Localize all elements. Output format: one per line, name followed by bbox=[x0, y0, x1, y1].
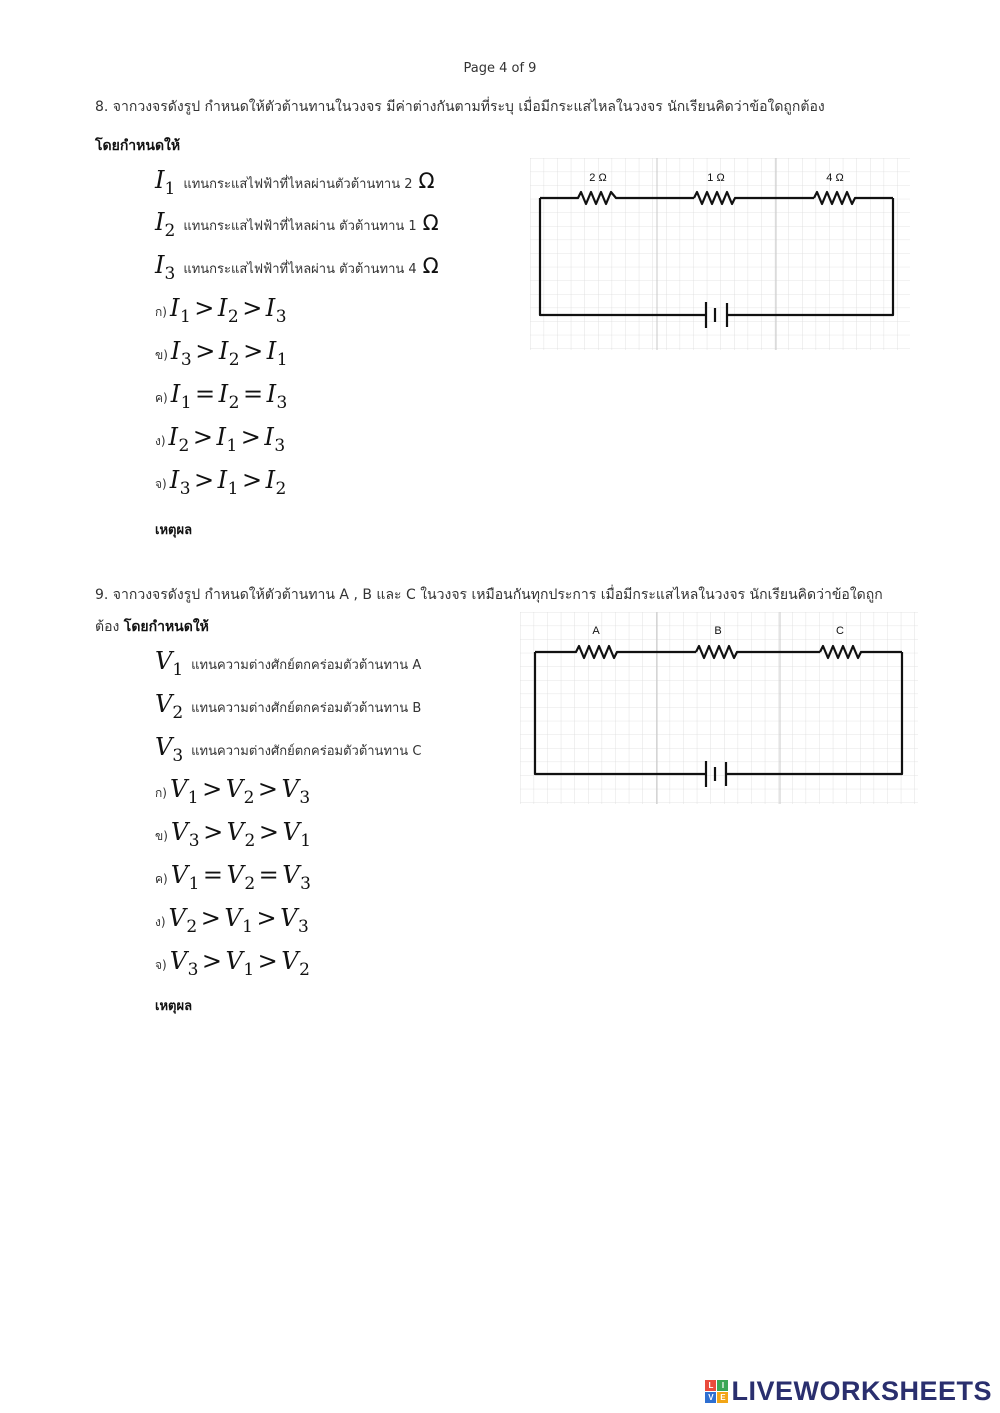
term-subscript: 2 bbox=[227, 307, 240, 327]
term-letter: V bbox=[170, 861, 189, 889]
q8-reason-label: เหตุผล bbox=[155, 523, 193, 538]
q8-symbol bbox=[155, 208, 175, 241]
q8-symbol bbox=[155, 166, 175, 199]
operator: = bbox=[195, 380, 216, 408]
q9-question-line1: 9. จากวงจรดังรูป กำหนดให้ตัวต้านทาน A , B และ C ในวงจร เหมือนกันทุกประการ เมื่อมีกระแสไหลในวงจร นักเรียนคิดว่าข้อใดถูก bbox=[95, 587, 883, 603]
option-expression bbox=[171, 818, 312, 851]
q9-symbol bbox=[155, 690, 183, 723]
operator: > bbox=[256, 904, 278, 932]
term-letter: V bbox=[225, 947, 244, 975]
q9-given-label: โดยกำหนดให้ bbox=[123, 619, 209, 635]
operator: > bbox=[242, 294, 263, 322]
term-subscript: 3 bbox=[297, 917, 310, 937]
q9-label-c: C bbox=[836, 625, 844, 637]
term-subscript: 1 bbox=[300, 831, 312, 851]
term-letter: I bbox=[169, 466, 180, 494]
q8-circuit-diagram bbox=[530, 158, 910, 350]
term-letter: V bbox=[226, 861, 245, 889]
q9-definition-text: แทนความต่างศักย์ตกคร่อมตัวต้านทาน C bbox=[191, 744, 422, 759]
option-expression bbox=[171, 861, 312, 894]
term-letter: I bbox=[217, 294, 228, 322]
q9-question-line2: ต้อง bbox=[95, 619, 120, 635]
symbol-subscript: 3 bbox=[172, 746, 184, 766]
term-letter: I bbox=[266, 337, 277, 365]
operator: > bbox=[241, 466, 263, 494]
option-label: ง) bbox=[155, 915, 166, 929]
q9-definition-text: แทนความต่างศักย์ตกคร่อมตัวต้านทาน A bbox=[191, 658, 422, 673]
operator: > bbox=[203, 818, 224, 846]
q8-definition bbox=[155, 251, 439, 284]
operator: > bbox=[195, 337, 216, 365]
term-letter: V bbox=[281, 775, 300, 803]
logo-letter: I bbox=[717, 1380, 728, 1391]
symbol-subscript: 1 bbox=[164, 179, 176, 199]
q9-label-a: A bbox=[592, 625, 600, 637]
q8-option bbox=[155, 380, 288, 413]
option-label: ก) bbox=[155, 305, 167, 319]
q9-label-b: B bbox=[714, 625, 722, 637]
operator: > bbox=[194, 466, 215, 494]
option-label: ข) bbox=[155, 829, 168, 843]
term-subscript: 2 bbox=[275, 479, 287, 499]
operator: > bbox=[258, 818, 280, 846]
term-subscript: 1 bbox=[276, 350, 289, 370]
q8-label-1ohm: 1 Ω bbox=[707, 172, 725, 184]
q8-definition bbox=[155, 166, 435, 199]
term-subscript: 3 bbox=[276, 393, 288, 413]
term-letter: V bbox=[170, 818, 189, 846]
term-letter: I bbox=[265, 294, 276, 322]
term-subscript: 1 bbox=[243, 960, 255, 980]
q8-option bbox=[155, 337, 288, 370]
q8-option bbox=[155, 423, 286, 456]
q8-symbol bbox=[155, 251, 175, 284]
q8-definition-text: แทนกระแสไฟฟ้าที่ไหลผ่าน ตัวต้านทาน 1 bbox=[183, 219, 417, 234]
term-letter: V bbox=[169, 775, 188, 803]
term-subscript: 2 bbox=[244, 831, 256, 851]
option-expression bbox=[171, 380, 288, 413]
option-expression bbox=[170, 294, 287, 327]
term-subscript: 2 bbox=[299, 960, 311, 980]
option-expression bbox=[169, 423, 286, 456]
term-subscript: 2 bbox=[186, 917, 198, 937]
q8-option bbox=[155, 294, 287, 327]
option-label: ค) bbox=[155, 391, 168, 405]
q9-definition-text: แทนความต่างศักย์ตกคร่อมตัวต้านทาน B bbox=[191, 701, 422, 716]
term-subscript: 1 bbox=[187, 788, 200, 808]
operator: = bbox=[202, 861, 224, 889]
symbol-letter: I bbox=[155, 251, 165, 279]
option-label: ข) bbox=[155, 348, 168, 362]
term-subscript: 2 bbox=[244, 874, 256, 894]
symbol-subscript: 1 bbox=[172, 660, 184, 680]
q8-definition-text: แทนกระแสไฟฟ้าที่ไหลผ่าน ตัวต้านทาน 4 bbox=[183, 262, 417, 277]
q9-definition bbox=[155, 733, 421, 766]
logo-letter: E bbox=[717, 1392, 728, 1403]
operator: > bbox=[200, 904, 222, 932]
term-letter: I bbox=[168, 423, 179, 451]
option-expression bbox=[171, 337, 288, 370]
symbol-letter: V bbox=[155, 733, 173, 761]
q9-symbol bbox=[155, 733, 183, 766]
term-letter: I bbox=[170, 380, 181, 408]
q9-option bbox=[155, 818, 312, 851]
term-subscript: 3 bbox=[179, 479, 192, 499]
q8-option bbox=[155, 466, 287, 499]
term-subscript: 3 bbox=[275, 307, 288, 327]
q9-definition bbox=[155, 690, 421, 723]
q8-label-2ohm: 2 Ω bbox=[589, 172, 607, 184]
term-letter: V bbox=[280, 904, 298, 932]
liveworksheets-logo bbox=[705, 1376, 992, 1407]
symbol-subscript: 3 bbox=[164, 264, 176, 284]
page-number: Page 4 of 9 bbox=[463, 61, 537, 76]
term-letter: V bbox=[224, 904, 243, 932]
term-subscript: 1 bbox=[179, 307, 192, 327]
term-subscript: 1 bbox=[227, 479, 239, 499]
term-letter: I bbox=[169, 294, 180, 322]
option-expression bbox=[169, 904, 310, 937]
logo-mark-icon bbox=[705, 1380, 728, 1403]
term-subscript: 3 bbox=[274, 436, 286, 456]
option-expression bbox=[170, 775, 311, 808]
term-subscript: 3 bbox=[300, 874, 312, 894]
term-letter: I bbox=[216, 423, 227, 451]
ohm-symbol: Ω bbox=[422, 254, 439, 278]
q9-option bbox=[155, 947, 310, 980]
q8-given-label: โดยกำหนดให้ bbox=[95, 138, 181, 154]
q9-circuit-diagram bbox=[520, 612, 918, 804]
q8-question: 8. จากวงจรดังรูป กำหนดให้ตัวต้านทานในวงจร มีค่าต่างกันตามที่ระบุ เมื่อมีกระแสไหลในวงจร นักเรียนคิดว่าข้อใดถูกต้อง bbox=[95, 99, 825, 115]
logo-text: LIVEWORKSHEETS bbox=[731, 1376, 992, 1406]
term-subscript: 1 bbox=[180, 393, 193, 413]
option-label: ก) bbox=[155, 786, 167, 800]
q9-definition bbox=[155, 647, 421, 680]
operator: > bbox=[201, 947, 223, 975]
term-subscript: 3 bbox=[299, 788, 311, 808]
logo-letter: V bbox=[705, 1392, 716, 1403]
q9-question-line2-wrap bbox=[95, 617, 209, 637]
symbol-letter: I bbox=[155, 208, 165, 236]
q9-reason-label: เหตุผล bbox=[155, 999, 193, 1014]
term-letter: V bbox=[281, 947, 300, 975]
operator: > bbox=[194, 294, 215, 322]
symbol-subscript: 2 bbox=[172, 703, 184, 723]
q8-label-4ohm: 4 Ω bbox=[826, 172, 844, 184]
term-letter: V bbox=[282, 818, 301, 846]
term-letter: I bbox=[266, 380, 277, 408]
q9-option bbox=[155, 861, 311, 894]
operator: > bbox=[257, 947, 279, 975]
term-letter: V bbox=[282, 861, 301, 889]
logo-letter: L bbox=[705, 1380, 716, 1391]
term-letter: V bbox=[226, 818, 245, 846]
symbol-letter: V bbox=[155, 647, 173, 675]
term-subscript: 3 bbox=[188, 831, 201, 851]
option-label: จ) bbox=[155, 477, 167, 491]
q8-definition bbox=[155, 208, 439, 241]
option-label: ค) bbox=[155, 872, 168, 886]
term-subscript: 1 bbox=[242, 917, 254, 937]
term-letter: V bbox=[168, 904, 187, 932]
option-expression bbox=[170, 947, 311, 980]
term-subscript: 2 bbox=[243, 788, 255, 808]
term-letter: I bbox=[218, 337, 229, 365]
term-subscript: 1 bbox=[188, 874, 200, 894]
operator: > bbox=[243, 337, 264, 365]
ohm-symbol: Ω bbox=[422, 211, 439, 235]
term-subscript: 1 bbox=[226, 436, 238, 456]
term-letter: V bbox=[169, 947, 188, 975]
operator: = bbox=[242, 380, 264, 408]
q8-grid bbox=[530, 158, 910, 350]
term-letter: I bbox=[170, 337, 181, 365]
operator: > bbox=[192, 423, 214, 451]
operator: > bbox=[257, 775, 279, 803]
option-label: ง) bbox=[155, 434, 166, 448]
operator: > bbox=[202, 775, 223, 803]
term-subscript: 3 bbox=[187, 960, 199, 980]
symbol-letter: V bbox=[155, 690, 173, 718]
symbol-subscript: 2 bbox=[164, 221, 176, 241]
term-subscript: 2 bbox=[178, 436, 190, 456]
term-subscript: 2 bbox=[228, 393, 240, 413]
symbol-letter: I bbox=[155, 166, 165, 194]
option-expression bbox=[170, 466, 287, 499]
term-subscript: 3 bbox=[180, 350, 193, 370]
q9-grid bbox=[520, 612, 918, 804]
term-letter: I bbox=[218, 380, 229, 408]
option-label: จ) bbox=[155, 958, 167, 972]
term-letter: V bbox=[225, 775, 244, 803]
term-letter: I bbox=[217, 466, 228, 494]
q9-option bbox=[155, 904, 309, 937]
ohm-symbol: Ω bbox=[418, 169, 435, 193]
q9-symbol bbox=[155, 647, 183, 680]
q8-definition-text: แทนกระแสไฟฟ้าที่ไหลผ่านตัวต้านทาน 2 bbox=[183, 177, 413, 192]
q9-option bbox=[155, 775, 311, 808]
operator: > bbox=[240, 423, 262, 451]
operator: = bbox=[258, 861, 280, 889]
term-letter: I bbox=[265, 466, 276, 494]
term-subscript: 2 bbox=[228, 350, 241, 370]
term-letter: I bbox=[264, 423, 275, 451]
